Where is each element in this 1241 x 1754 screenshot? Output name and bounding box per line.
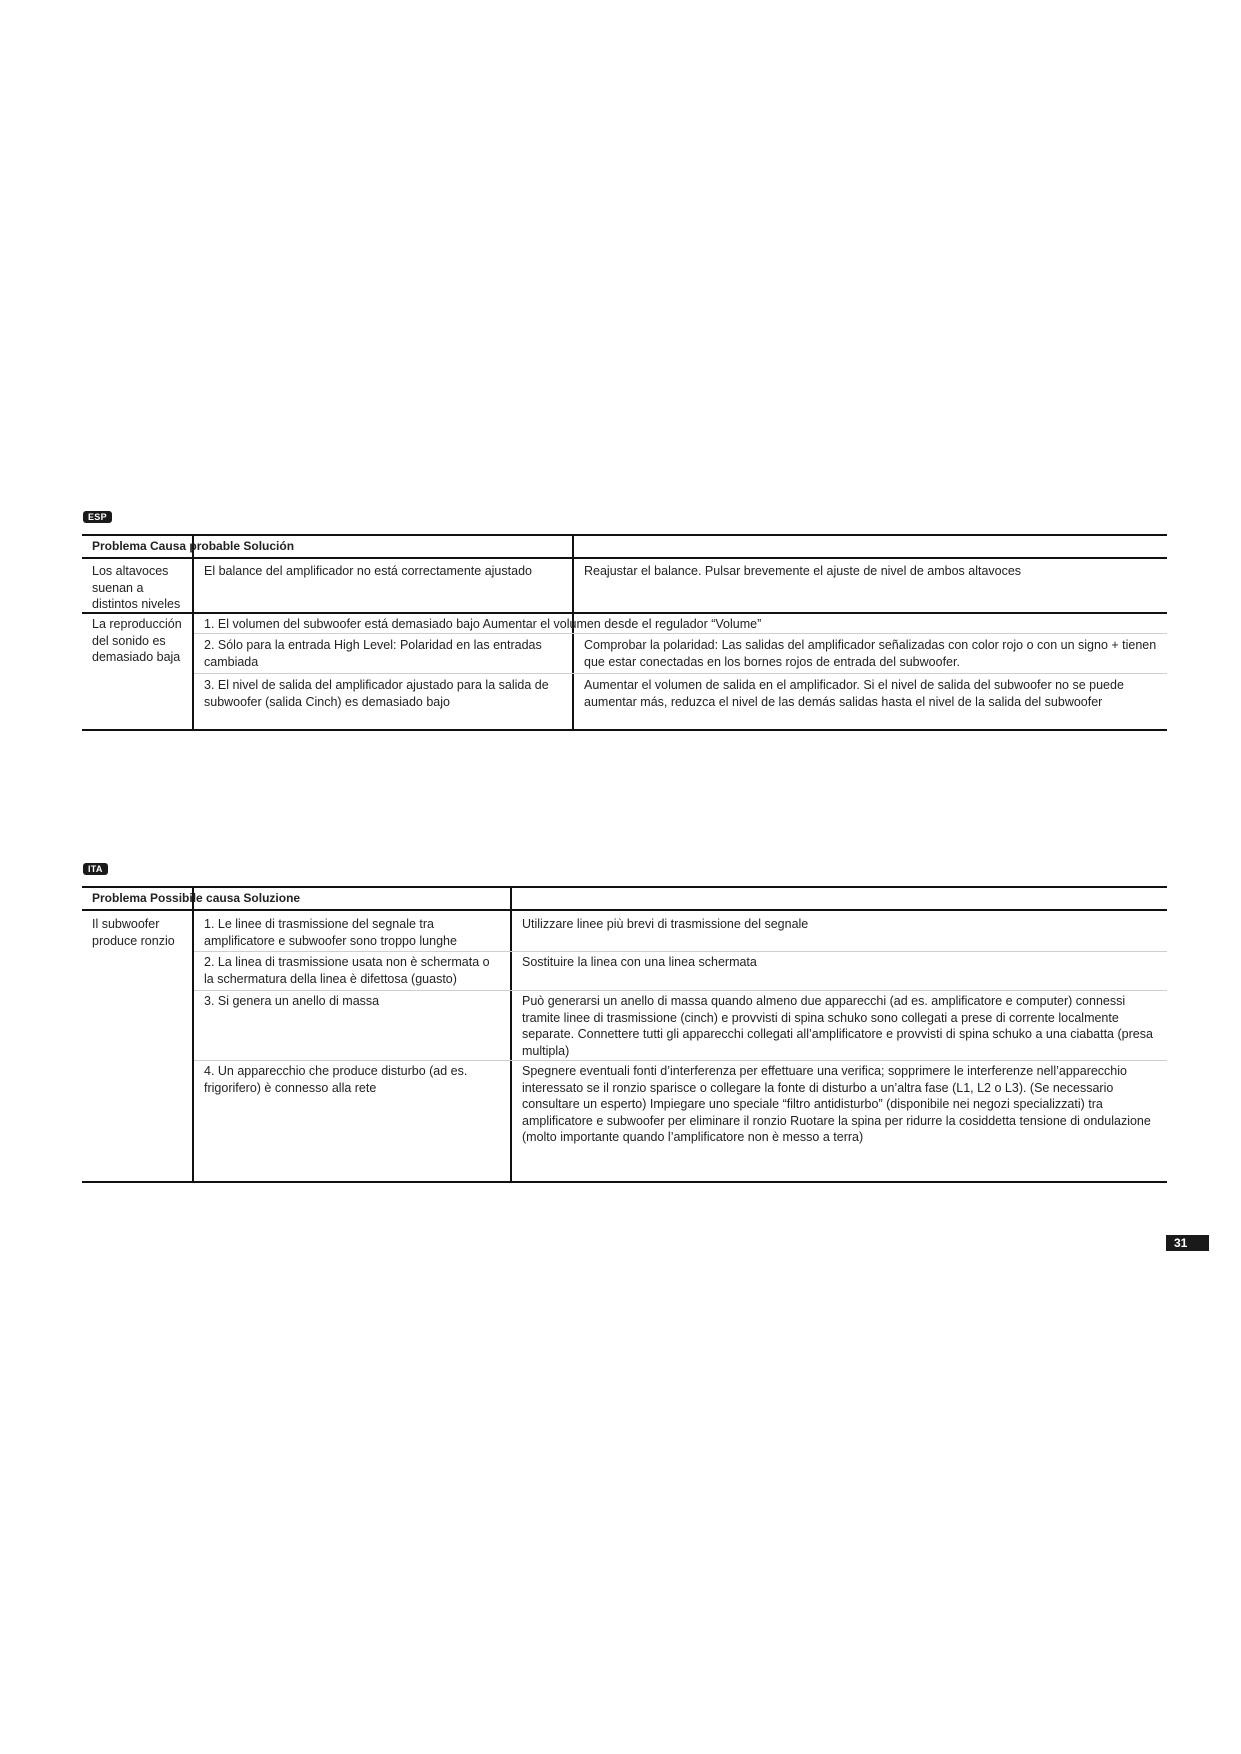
- table-body: [82, 559, 1167, 731]
- problem-cell: Il subwoofer produce ronzio: [92, 917, 175, 948]
- solution-cell: Spegnere eventuali fonti d’interferenza per effettuare una verifica; sopprimere le interferenze nell’apparecchio interessato se il ronzio sparisce o collegare la fonte di disturbo a un’altra fase (L1, L2 o L3). (Se necessario consultare un esperto) Impiegare uno speciale “filtro antidisturbo” (disponibile nei negozi specializzati) tra amplificatore e subwoofer per eliminare il ronzio Ruotare la spina per ridurre la cosiddetta tensione di ondulazione (molto importante quando l’amplificatore non è messo a terra): [522, 1064, 1151, 1144]
- cause-cell: El balance del amplificador no está correctamente ajustado: [204, 564, 532, 578]
- cause-cell: 2. Sólo para la entrada High Level: Polaridad en las entradas cambiada: [204, 638, 542, 669]
- solution-cell: Sostituire la linea con una linea schermata: [522, 955, 757, 969]
- solution-cell: Comprobar la polaridad: Las salidas del amplificador señalizadas con color rojo o con un signo + tienen que estar conectadas en los bornes rojos de entrada del subwoofer.: [584, 638, 1157, 669]
- cause-cell: 3. Si genera un anello di massa: [204, 994, 380, 1008]
- troubleshooting-table-esp: [82, 534, 1167, 731]
- solution-cell: Utilizzare linee più brevi di trasmissione del segnale: [522, 917, 809, 931]
- header-text: Problema Possibile causa Soluzione: [92, 891, 301, 905]
- cause-cell: 2. La linea di trasmissione usata non è schermata o la schermatura della linea è difettosa (guasto): [204, 955, 490, 986]
- solution-cell: Può generarsi un anello di massa quando almeno due apparecchi (ad es. amplificatore e computer) connessi tramite linee di trasmissione (cinch) e provvisti di spina schuko sono collegati a prese di corrente localmente separate. Connettere tutti gli apparecchi collegati all’amplificatore e provvisti di spina schuko a una ciabatta (presa multipla): [522, 994, 1153, 1058]
- troubleshooting-table-ita: [82, 886, 1167, 1183]
- problem-cell: Los altavoces suenan a distintos niveles: [92, 564, 181, 611]
- problem-cell: La reproducción del sonido es demasiado baja: [92, 617, 182, 664]
- language-badge-esp: ESP: [83, 511, 112, 523]
- cause-cell: 1. El volumen del subwoofer está demasiado bajo Aumentar el volumen desde el regulador “Volume”: [204, 617, 762, 631]
- page-number: 31: [1166, 1235, 1209, 1251]
- cause-cell: 3. El nivel de salida del amplificador ajustado para la salida de subwoofer (salida Cinch) es demasiado bajo: [204, 678, 549, 709]
- table-header: [82, 534, 1167, 559]
- solution-cell: Reajustar el balance. Pulsar brevemente el ajuste de nivel de ambos altavoces: [584, 564, 1022, 578]
- header-text: Problema Causa probable Solución: [92, 539, 295, 553]
- table-body: [82, 911, 1167, 1183]
- language-badge-ita: ITA: [83, 863, 108, 875]
- cause-cell: 4. Un apparecchio che produce disturbo (ad es. frigorifero) è connesso alla rete: [204, 1064, 468, 1095]
- table-header: [82, 886, 1167, 911]
- cause-cell: 1. Le linee di trasmissione del segnale tra amplificatore e subwoofer sono troppo lunghe: [204, 917, 457, 948]
- solution-cell: Aumentar el volumen de salida en el amplificador. Si el nivel de salida del subwoofer no se puede aumentar más, reduzca el nivel de las demás salidas hasta el nivel de la salida del subwoofer: [584, 678, 1124, 709]
